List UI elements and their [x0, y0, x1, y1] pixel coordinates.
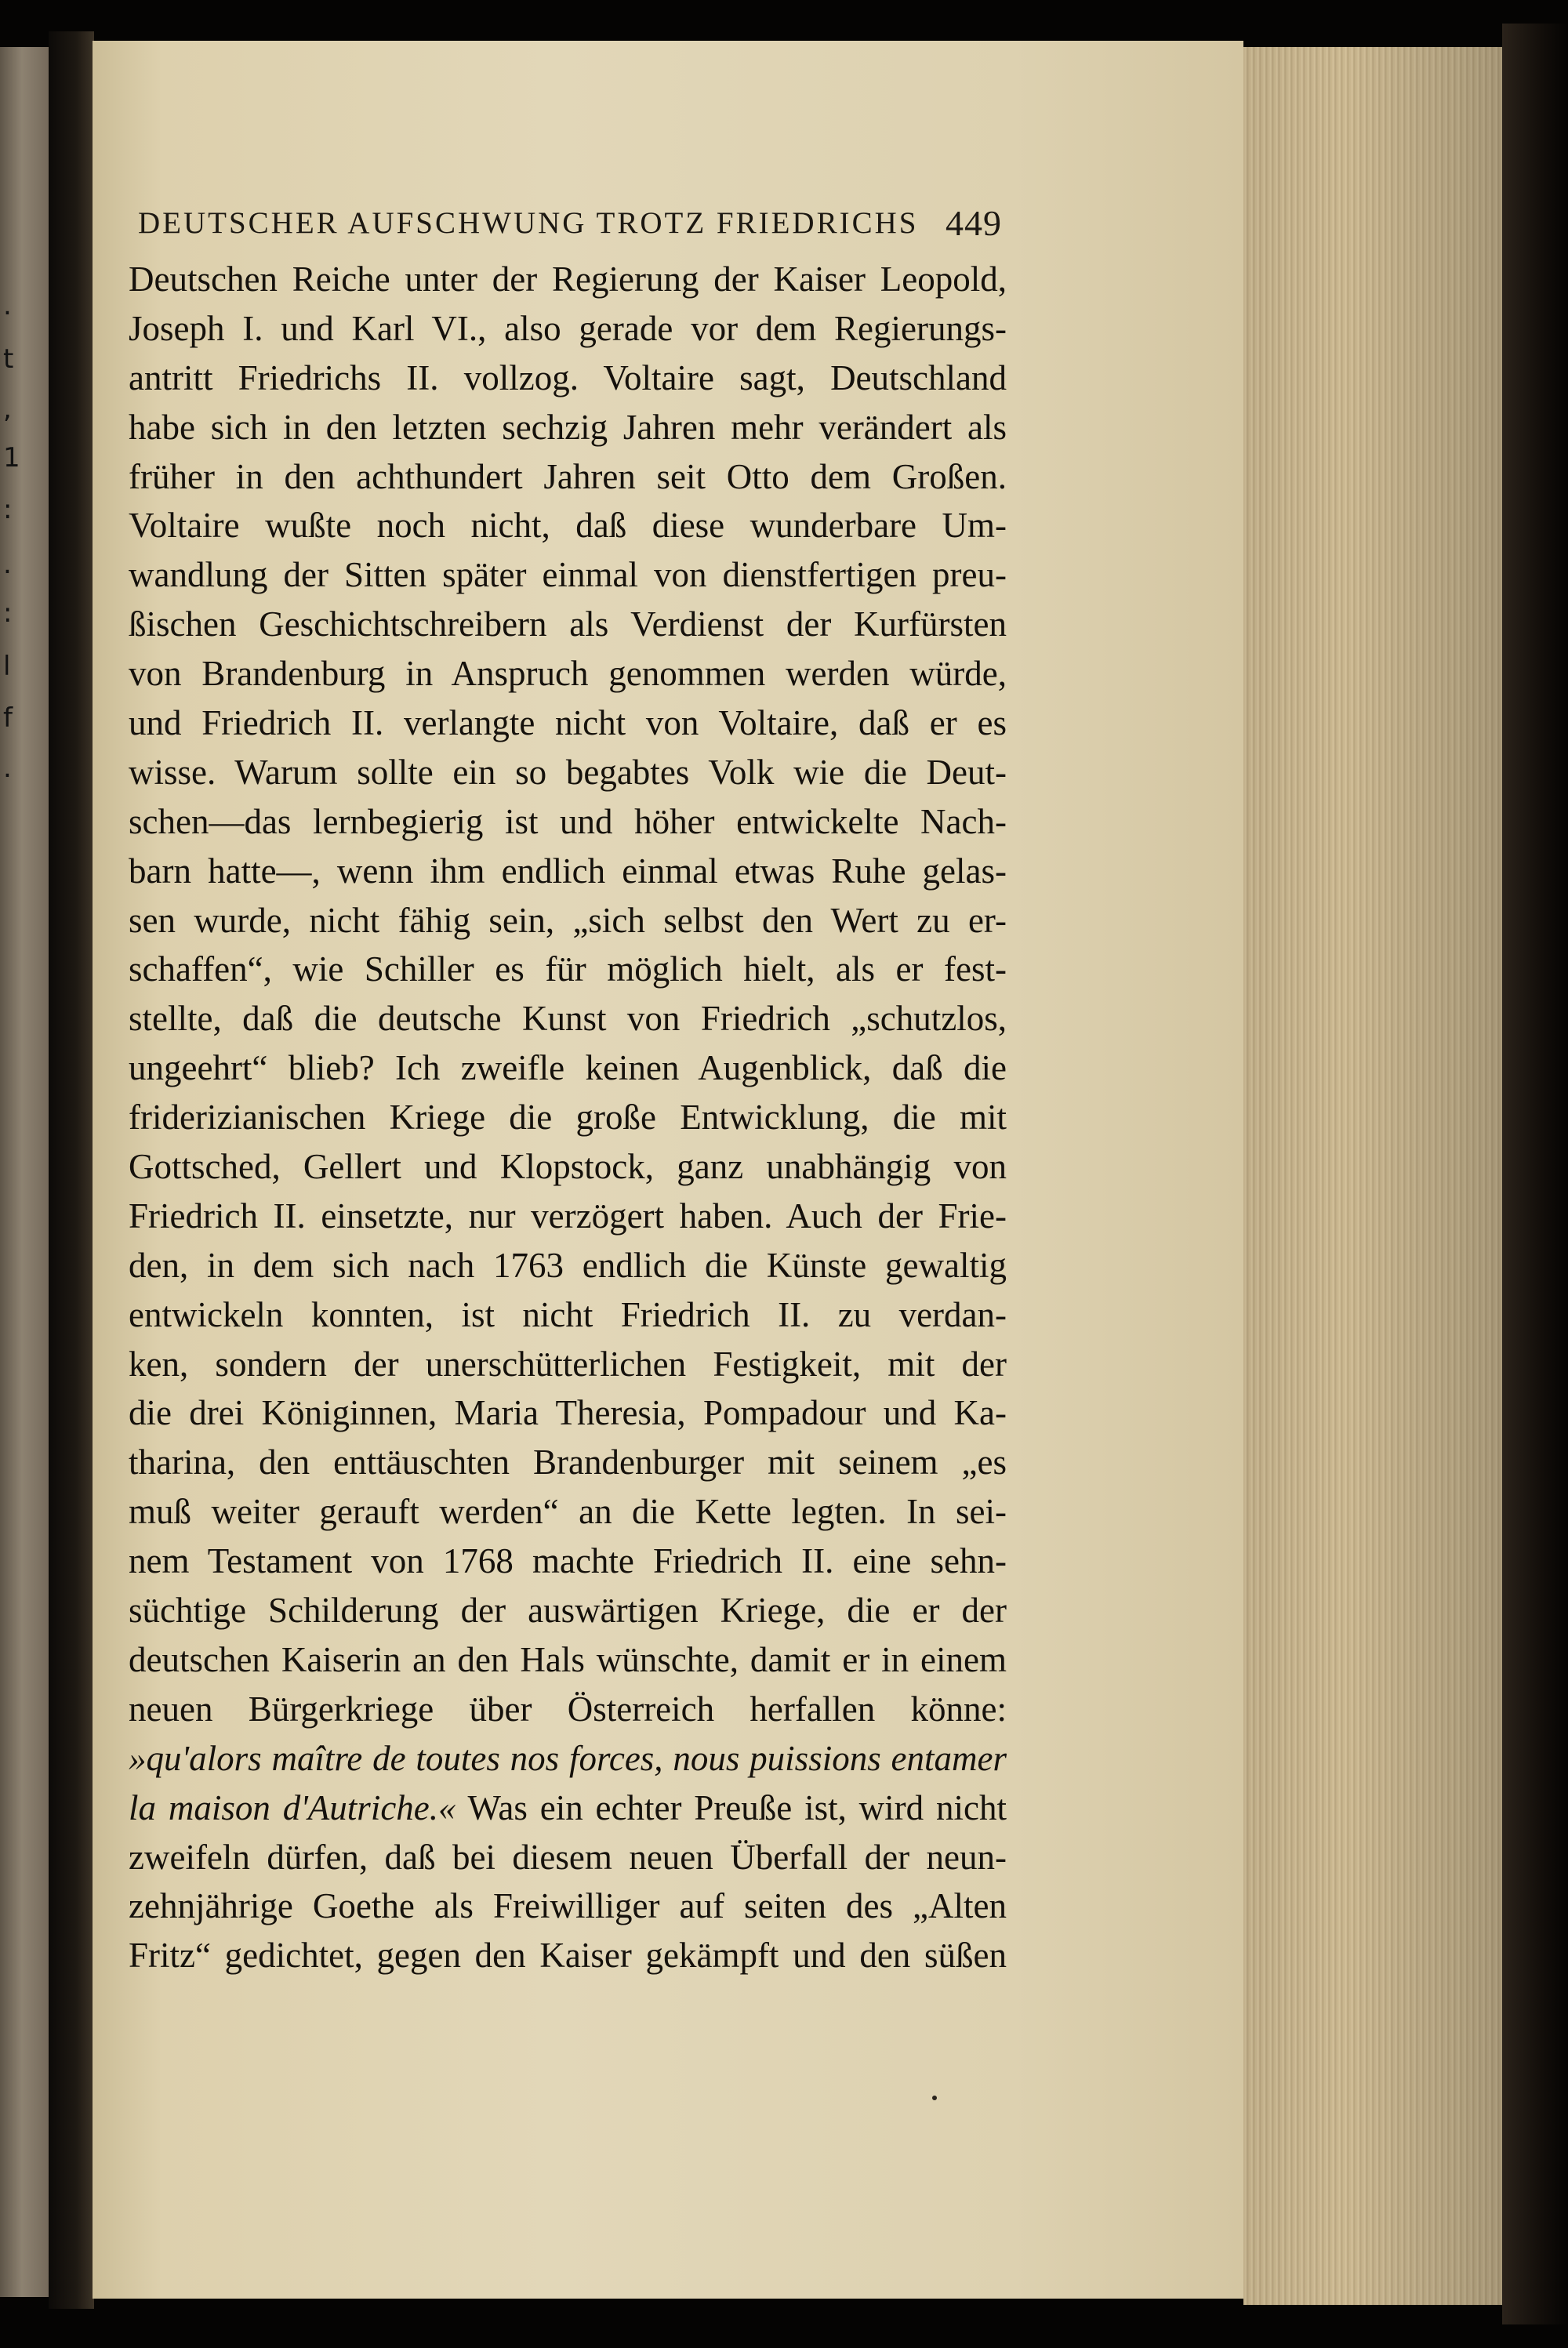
text-line: süchtige Schilderung der auswärtigen Kriege, die er der [129, 1591, 1007, 1631]
left-page-margin-marks [0, 47, 31, 2297]
text-line: habe sich in den letzten sechzig Jahren mehr verändert als [129, 407, 1007, 447]
text-line: schaffen“, wie Schiller es für möglich hielt, als er fest- [129, 949, 1007, 989]
text-line: den, in dem sich nach 1763 endlich die Künste gewaltig [129, 1245, 1007, 1285]
text-line: wandlung der Sitten später einmal von dienstfertigen preu- [129, 555, 1007, 595]
text-line: Fritz“ gedichtet, gegen den Kaiser gekämpft und den süßen [129, 1936, 1007, 1976]
italic-quote-end: la maison d'Autriche.« [129, 1787, 456, 1827]
left-mark: l [3, 651, 11, 682]
text-line: tharina, den enttäuschten Brandenburger mit seinem „es [129, 1443, 1007, 1482]
book-cover-edge [1502, 24, 1568, 2324]
text-line: neuen Bürgerkriege über Österreich herfallen könne: [129, 1689, 1007, 1729]
text-line: friderizianischen Kriege die große Entwicklung, die mit [129, 1098, 1007, 1138]
text-line: von Brandenburg in Anspruch genommen werden würde, [129, 654, 1007, 694]
text-line-italic-quote: »qu'alors maître de toutes nos forces, nous puissions entamer [129, 1738, 1007, 1778]
text-line: ßischen Geschichtschreibern als Verdienst der Kurfürsten [129, 604, 1007, 644]
text-line: la maison d'Autriche.« Was ein echter Preuße ist, wird nicht [129, 1787, 1007, 1827]
running-head: DEUTSCHER AUFSCHWUNG TROTZ FRIEDRICHS [138, 206, 919, 240]
text-line: sen wurde, nicht fähig sein, „sich selbst den Wert zu er- [129, 900, 1007, 940]
text-line: ken, sondern der unerschütterlichen Festigkeit, mit der [129, 1344, 1007, 1384]
text-line: stellte, daß die deutsche Kunst von Friedrich „schutzlos, [129, 999, 1007, 1039]
left-mark: f [3, 702, 13, 734]
text-line: schen—das lernbegierig ist und höher entwickelte Nach- [129, 801, 1007, 841]
left-mark: , [3, 394, 12, 425]
text-line: antritt Friedrichs II. vollzog. Voltaire sagt, Deutschland [129, 357, 1007, 397]
book-gutter [49, 31, 94, 2309]
left-mark: : [3, 597, 13, 629]
text-line: Gottsched, Gellert und Klopstock, ganz unabhängig von [129, 1147, 1007, 1187]
text-line: Deutschen Reiche unter der Regierung der Kaiser Leopold, [129, 259, 1007, 299]
left-mark: . [3, 753, 12, 784]
left-mark: : [3, 494, 13, 525]
page-edges-shadow [1243, 47, 1502, 2305]
text-line: früher in den achthundert Jahren seit Otto dem Großen. [129, 456, 1007, 496]
text-line: ungeehrt“ blieb? Ich zweifle keinen Augenblick, daß die [129, 1048, 1007, 1088]
text-line: und Friedrich II. verlangte nicht von Voltaire, daß er es [129, 703, 1007, 743]
text-line: nem Testament von 1768 machte Friedrich II. eine sehn- [129, 1541, 1007, 1581]
paper-speck [932, 2096, 937, 2100]
body-text [129, 255, 1007, 1980]
text-line: deutschen Kaiserin an den Hals wünschte, damit er in einem [129, 1639, 1007, 1679]
left-mark: . [3, 290, 12, 321]
text-line: muß weiter gerauft werden“ an die Kette legten. In sei- [129, 1492, 1007, 1532]
text-line: barn hatte—, wenn ihm endlich einmal etwas Ruhe gelas- [129, 851, 1007, 891]
left-mark: t [3, 343, 14, 375]
text-line: zehnjährige Goethe als Freiwilliger auf seiten des „Alten [129, 1886, 1007, 1926]
text-line: zweifeln dürfen, daß bei diesem neuen Überfall der neun- [129, 1837, 1007, 1877]
text-line: Friedrich II. einsetzte, nur verzögert haben. Auch der Frie- [129, 1196, 1007, 1236]
left-mark: . [3, 549, 12, 580]
left-mark: 1 [3, 442, 20, 474]
text-line: Voltaire wußte noch nicht, daß diese wunderbare Um- [129, 506, 1007, 546]
text-line: die drei Königinnen, Maria Theresia, Pompadour und Ka- [129, 1393, 1007, 1433]
text-line: wisse. Warum sollte ein so begabtes Volk wie die Deut- [129, 752, 1007, 792]
text-line: Joseph I. und Karl VI., also gerade vor dem Regierungs- [129, 308, 1007, 348]
text-line: entwickeln konnten, ist nicht Friedrich II. zu verdan- [129, 1294, 1007, 1334]
page-number: 449 [946, 203, 1002, 243]
